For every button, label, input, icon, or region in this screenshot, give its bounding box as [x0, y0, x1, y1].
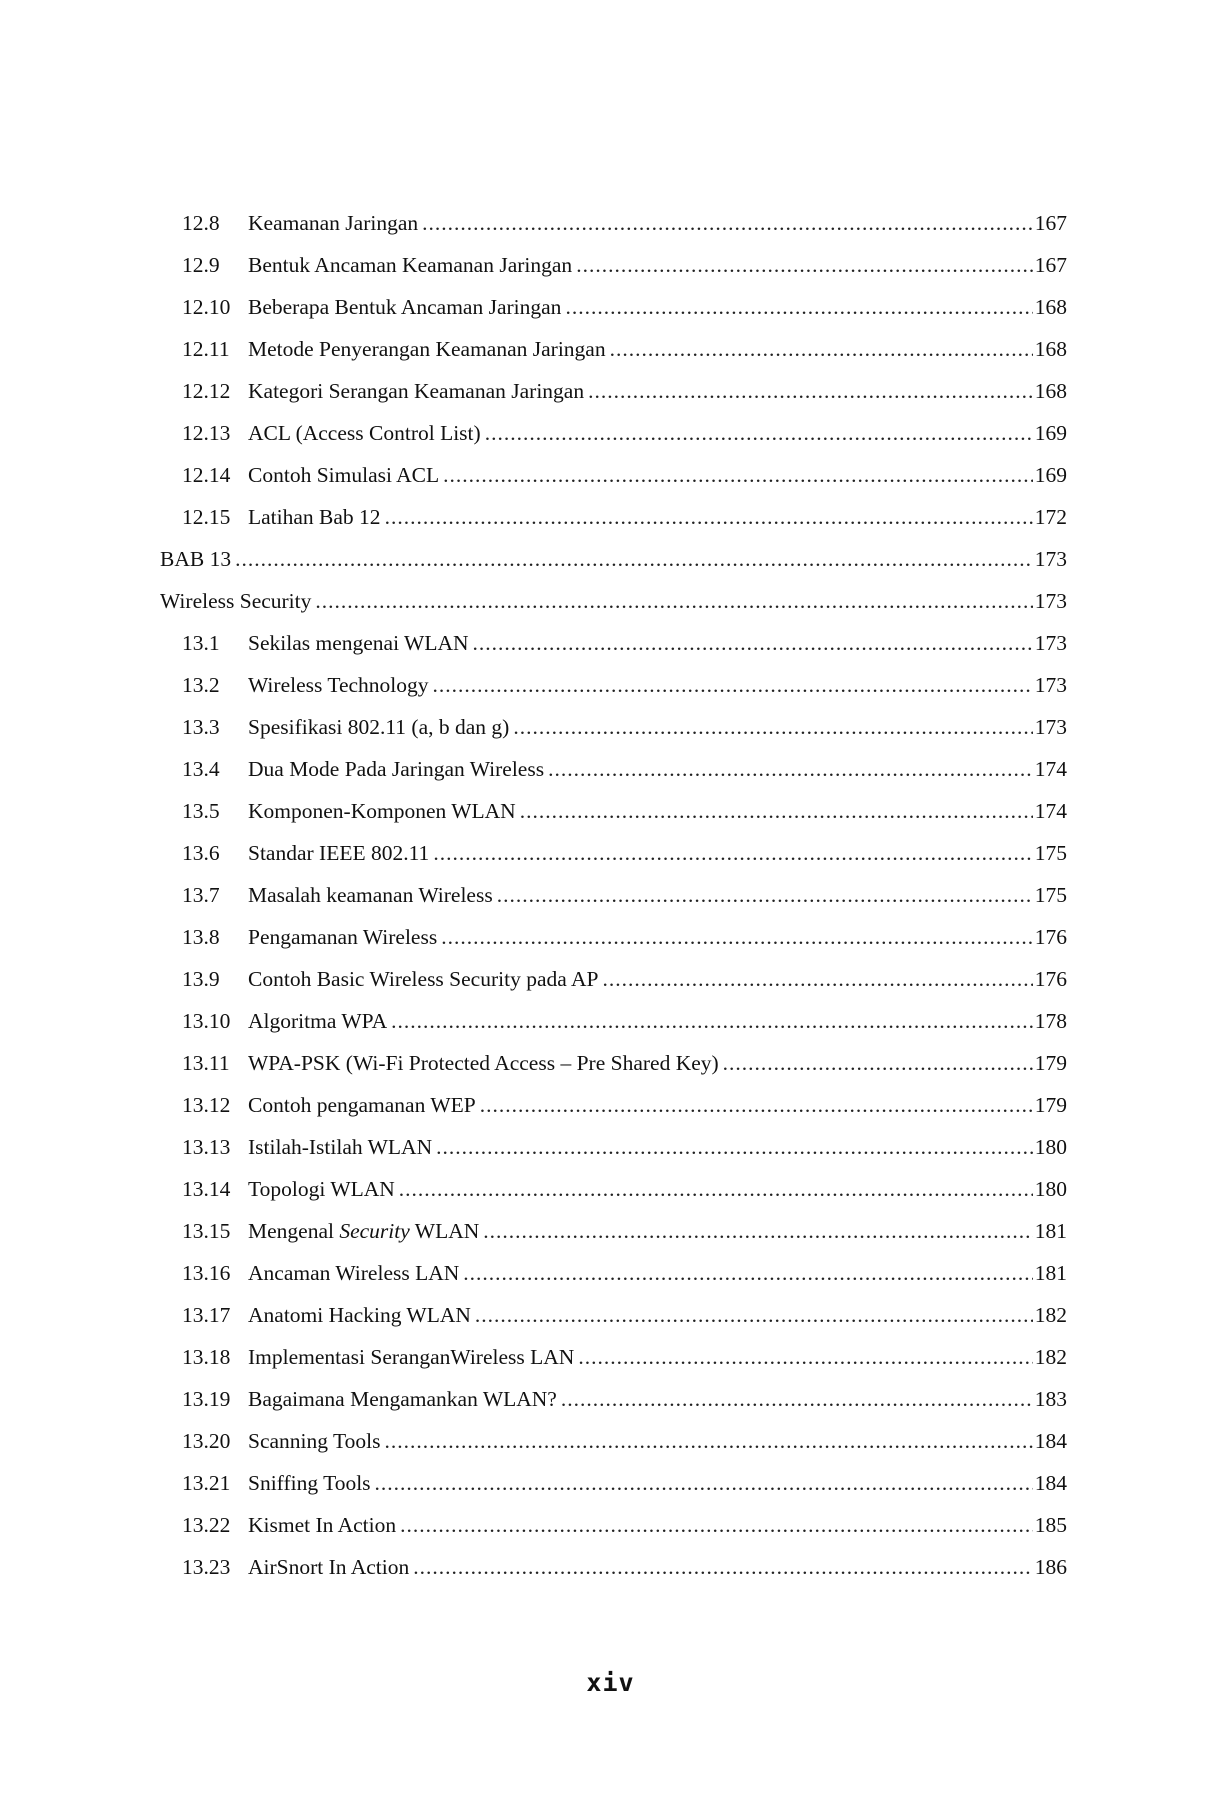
toc-entry-number: 12.13	[182, 421, 231, 445]
toc-entry[interactable]	[160, 622, 1067, 664]
toc-entry-title: Contoh Basic Wireless Security pada AP	[248, 967, 599, 991]
toc-entry-page: 186	[1034, 1555, 1067, 1579]
toc-entry-title: Latihan Bab 12	[248, 505, 381, 529]
toc-entry-page: 167	[1034, 211, 1067, 235]
toc-entry-page: 179	[1034, 1051, 1067, 1075]
toc-entry-page: 173	[1034, 547, 1067, 571]
toc-entry-title-suffix: WLAN	[409, 1219, 480, 1243]
dot-leader	[513, 706, 1032, 748]
toc-entry-page: 168	[1034, 379, 1067, 403]
toc-entry-title: Kategori Serangan Keamanan Jaringan	[248, 379, 585, 403]
toc-entry[interactable]	[160, 202, 1067, 244]
page-number: xiv	[586, 1668, 635, 1697]
toc-entry-title: Kismet In Action	[248, 1513, 397, 1537]
dot-leader	[723, 1042, 1033, 1084]
dot-leader	[497, 874, 1033, 916]
toc-entry-page: 172	[1034, 505, 1067, 529]
toc-entry-number: 12.9	[182, 253, 220, 277]
toc-entry-page: 173	[1034, 673, 1067, 697]
toc-entry[interactable]	[160, 370, 1067, 412]
toc-entry-page: 169	[1034, 421, 1067, 445]
toc-entry-title: Pengamanan Wireless	[248, 925, 438, 949]
toc-entry-number: 12.15	[182, 505, 231, 529]
toc-chapter-entry[interactable]	[160, 538, 1067, 580]
toc-entry-page: 184	[1034, 1471, 1067, 1495]
dot-leader	[385, 496, 1033, 538]
toc-entry-title: Beberapa Bentuk Ancaman Jaringan	[248, 295, 562, 319]
toc-entry[interactable]	[160, 664, 1067, 706]
dot-leader	[413, 1546, 1033, 1588]
toc-entry-title: Istilah-Istilah WLAN	[248, 1135, 433, 1159]
toc-entry[interactable]	[160, 1336, 1067, 1378]
toc-entry-title: Standar IEEE 802.11	[248, 841, 430, 865]
toc-entry-title-italic: Security	[339, 1219, 410, 1243]
toc-entry-page: 173	[1034, 589, 1067, 613]
toc-entry-number: 13.8	[182, 925, 220, 949]
toc-entry-page: 185	[1034, 1513, 1067, 1537]
dot-leader	[399, 1168, 1033, 1210]
toc-entry-page: 180	[1034, 1135, 1067, 1159]
toc-entry[interactable]	[160, 454, 1067, 496]
toc-entry-title: Bentuk Ancaman Keamanan Jaringan	[248, 253, 573, 277]
table-of-contents	[160, 202, 1067, 1588]
toc-chapter-entry[interactable]	[160, 580, 1067, 622]
dot-leader	[391, 1000, 1033, 1042]
toc-entry-number: 12.10	[182, 295, 231, 319]
toc-entry-title: Spesifikasi 802.11 (a, b dan g)	[248, 715, 510, 739]
toc-entry-title	[248, 1210, 483, 1252]
toc-entry-page: 167	[1034, 253, 1067, 277]
toc-entry-page: 181	[1034, 1261, 1067, 1285]
toc-entry[interactable]	[160, 1462, 1067, 1504]
toc-entry-number: 13.21	[182, 1471, 231, 1495]
toc-entry[interactable]	[160, 1000, 1067, 1042]
toc-chapter-title: Wireless Security	[160, 589, 312, 613]
dot-leader	[375, 1462, 1033, 1504]
toc-entry[interactable]	[160, 286, 1067, 328]
dot-leader	[422, 202, 1033, 244]
toc-entry[interactable]	[160, 1504, 1067, 1546]
toc-entry-number: 13.5	[182, 799, 220, 823]
toc-entry-title: Komponen-Komponen WLAN	[248, 799, 516, 823]
toc-entry[interactable]	[160, 706, 1067, 748]
toc-entry-title: AirSnort In Action	[248, 1555, 410, 1579]
toc-entry-title: Algoritma WPA	[248, 1009, 388, 1033]
toc-entry-title: Metode Penyerangan Keamanan Jaringan	[248, 337, 606, 361]
toc-entry-title: Masalah keamanan Wireless	[248, 883, 493, 907]
toc-entry-page: 168	[1034, 337, 1067, 361]
toc-entry[interactable]	[160, 874, 1067, 916]
toc-entry-page: 181	[1034, 1219, 1067, 1243]
toc-entry-number: 13.18	[182, 1345, 231, 1369]
dot-leader	[588, 370, 1033, 412]
toc-entry-title: Bagaimana Mengamankan WLAN?	[248, 1387, 557, 1411]
dot-leader	[610, 328, 1033, 370]
toc-entry-title: WPA-PSK (Wi-Fi Protected Access – Pre Shared Key)	[248, 1051, 719, 1075]
toc-entry-title: Implementasi SeranganWireless LAN	[248, 1345, 575, 1369]
dot-leader	[436, 1126, 1033, 1168]
toc-entry-number: 13.12	[182, 1093, 231, 1117]
toc-entry-title: Sniffing Tools	[248, 1471, 371, 1495]
toc-entry-title: ACL (Access Control List)	[248, 421, 481, 445]
toc-entry[interactable]	[160, 1168, 1067, 1210]
toc-entry[interactable]	[160, 1042, 1067, 1084]
toc-entry-number: 13.17	[182, 1303, 231, 1327]
dot-leader	[520, 790, 1033, 832]
toc-entry[interactable]	[160, 1084, 1067, 1126]
toc-entry-number: 13.7	[182, 883, 220, 907]
toc-entry-page: 180	[1034, 1177, 1067, 1201]
toc-entry-number: 12.11	[182, 337, 230, 361]
dot-leader	[443, 454, 1033, 496]
toc-entry-page: 179	[1034, 1093, 1067, 1117]
toc-entry-number: 12.8	[182, 211, 220, 235]
toc-entry[interactable]	[160, 244, 1067, 286]
toc-entry-title: Contoh Simulasi ACL	[248, 463, 440, 487]
toc-entry-title: Wireless Technology	[248, 673, 429, 697]
toc-entry-title: Scanning Tools	[248, 1429, 381, 1453]
toc-entry[interactable]	[160, 412, 1067, 454]
dot-leader	[480, 1084, 1033, 1126]
dot-leader	[473, 622, 1033, 664]
toc-entry-page: 183	[1034, 1387, 1067, 1411]
toc-entry-title-prefix: Mengenal	[248, 1219, 340, 1243]
toc-entry-title: Ancaman Wireless LAN	[248, 1261, 460, 1285]
toc-entry[interactable]	[160, 1126, 1067, 1168]
toc-entry[interactable]	[160, 1252, 1067, 1294]
toc-entry-page: 168	[1034, 295, 1067, 319]
toc-entry[interactable]	[160, 1210, 1067, 1252]
toc-entry-title: Keamanan Jaringan	[248, 211, 419, 235]
toc-entry-number: 13.20	[182, 1429, 231, 1453]
toc-entry-page: 182	[1034, 1345, 1067, 1369]
dot-leader	[485, 412, 1033, 454]
toc-entry-page: 173	[1034, 715, 1067, 739]
dot-leader	[565, 286, 1032, 328]
toc-entry-number: 13.16	[182, 1261, 231, 1285]
dot-leader	[384, 1420, 1032, 1462]
toc-entry[interactable]	[160, 1546, 1067, 1588]
toc-entry-number: 13.11	[182, 1051, 230, 1075]
toc-entry-page: 184	[1034, 1429, 1067, 1453]
toc-entry-number: 13.22	[182, 1513, 231, 1537]
dot-leader	[441, 916, 1033, 958]
toc-entry-title: Contoh pengamanan WEP	[248, 1093, 476, 1117]
toc-entry-title: Dua Mode Pada Jaringan Wireless	[248, 757, 545, 781]
dot-leader	[561, 1378, 1033, 1420]
toc-entry-number: 13.6	[182, 841, 220, 865]
toc-entry-page: 175	[1034, 841, 1067, 865]
toc-entry[interactable]	[160, 1420, 1067, 1462]
dot-leader	[315, 580, 1032, 622]
toc-entry-number: 13.19	[182, 1387, 231, 1411]
dot-leader	[548, 748, 1033, 790]
toc-entry-number: 13.2	[182, 673, 220, 697]
toc-entry[interactable]	[160, 1378, 1067, 1420]
toc-entry-page: 175	[1034, 883, 1067, 907]
toc-entry[interactable]	[160, 748, 1067, 790]
toc-chapter-title: BAB 13	[160, 547, 232, 571]
toc-entry[interactable]	[160, 958, 1067, 1000]
toc-entry-number: 13.23	[182, 1555, 231, 1579]
toc-entry-number: 13.4	[182, 757, 220, 781]
toc-entry-number: 13.3	[182, 715, 220, 739]
toc-entry[interactable]	[160, 916, 1067, 958]
toc-entry-number: 12.12	[182, 379, 231, 403]
dot-leader	[433, 832, 1032, 874]
toc-entry-page: 174	[1034, 799, 1067, 823]
dot-leader	[400, 1504, 1033, 1546]
dot-leader	[576, 244, 1033, 286]
toc-entry-title: Sekilas mengenai WLAN	[248, 631, 469, 655]
toc-entry[interactable]	[160, 496, 1067, 538]
toc-entry-number: 13.10	[182, 1009, 231, 1033]
toc-entry-page: 176	[1034, 967, 1067, 991]
dot-leader	[578, 1336, 1032, 1378]
dot-leader	[602, 958, 1032, 1000]
toc-entry[interactable]	[160, 790, 1067, 832]
toc-entry[interactable]	[160, 328, 1067, 370]
toc-entry-number: 13.13	[182, 1135, 231, 1159]
toc-entry-number: 13.1	[182, 631, 220, 655]
toc-entry-number: 13.14	[182, 1177, 231, 1201]
toc-entry-page: 174	[1034, 757, 1067, 781]
dot-leader	[463, 1252, 1032, 1294]
toc-entry-title: Topologi WLAN	[248, 1177, 395, 1201]
dot-leader	[483, 1210, 1032, 1252]
toc-entry-page: 182	[1034, 1303, 1067, 1327]
toc-entry-number: 12.14	[182, 463, 231, 487]
toc-entry-page: 169	[1034, 463, 1067, 487]
toc-entry-page: 176	[1034, 925, 1067, 949]
dot-leader	[475, 1294, 1033, 1336]
toc-entry-title: Anatomi Hacking WLAN	[248, 1303, 471, 1327]
toc-entry-number: 13.15	[182, 1219, 231, 1243]
toc-entry[interactable]	[160, 832, 1067, 874]
toc-entry-number: 13.9	[182, 967, 220, 991]
toc-entry-page: 173	[1034, 631, 1067, 655]
toc-entry[interactable]	[160, 1294, 1067, 1336]
toc-entry-page: 178	[1034, 1009, 1067, 1033]
dot-leader	[433, 664, 1033, 706]
dot-leader	[235, 538, 1033, 580]
